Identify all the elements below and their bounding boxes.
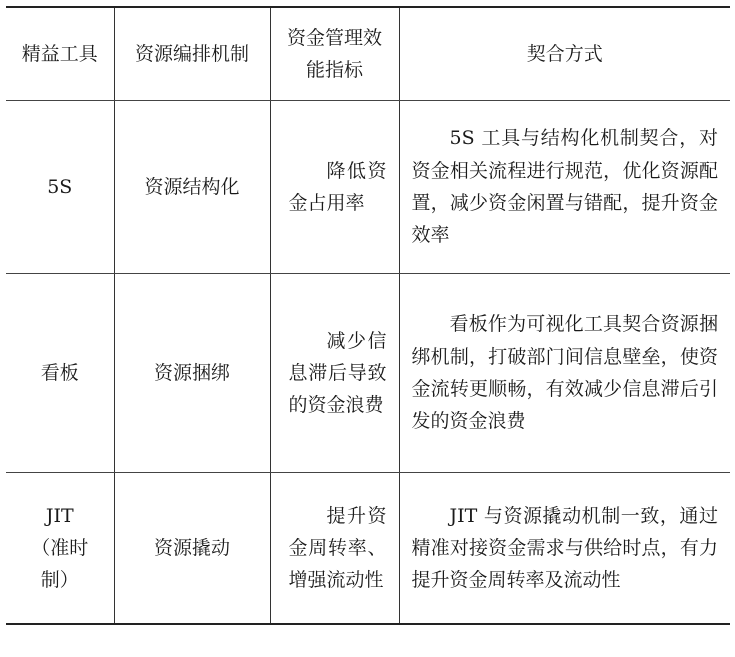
tool-name: 看板: [40, 361, 79, 384]
cell-metric: 降低资金占用率: [270, 101, 399, 274]
header-tool: 精益工具: [6, 7, 114, 101]
cell-tool: [6, 101, 114, 274]
table-header-row: [6, 7, 730, 101]
cell-tool: [6, 473, 114, 625]
header-fit: 契合方式: [399, 7, 730, 101]
cell-tool: [6, 274, 114, 473]
cell-metric: 提升资金周转率、增强流动性: [270, 473, 399, 625]
tool-name: JIT: [45, 504, 74, 527]
cell-metric: 减少信息滞后导致的资金浪费: [270, 274, 399, 473]
lean-tools-table: [6, 6, 730, 625]
cell-mechanism: 资源撬动: [114, 473, 270, 625]
tool-name: 5S: [47, 175, 73, 198]
cell-fit: 5S 工具与结构化机制契合，对资金相关流程进行规范，优化资源配置，减少资金闲置与错配，提升资金效率: [399, 101, 730, 274]
header-metric: 资金管理效能指标: [270, 7, 399, 101]
cell-mechanism: 资源结构化: [114, 101, 270, 274]
table-row: [6, 473, 730, 625]
cell-fit: 看板作为可视化工具契合资源捆绑机制，打破部门间信息壁垒，使资金流转更顺畅，有效减少信息滞后引发的资金浪费: [399, 274, 730, 473]
cell-mechanism: 资源捆绑: [114, 274, 270, 473]
table-row: [6, 274, 730, 473]
cell-fit: JIT 与资源撬动机制一致，通过精准对接资金需求与供给时点，有力提升资金周转率及流动性: [399, 473, 730, 625]
table-row: [6, 101, 730, 274]
header-mechanism: 资源编排机制: [114, 7, 270, 101]
tool-subtitle: （准时制）: [31, 536, 89, 592]
